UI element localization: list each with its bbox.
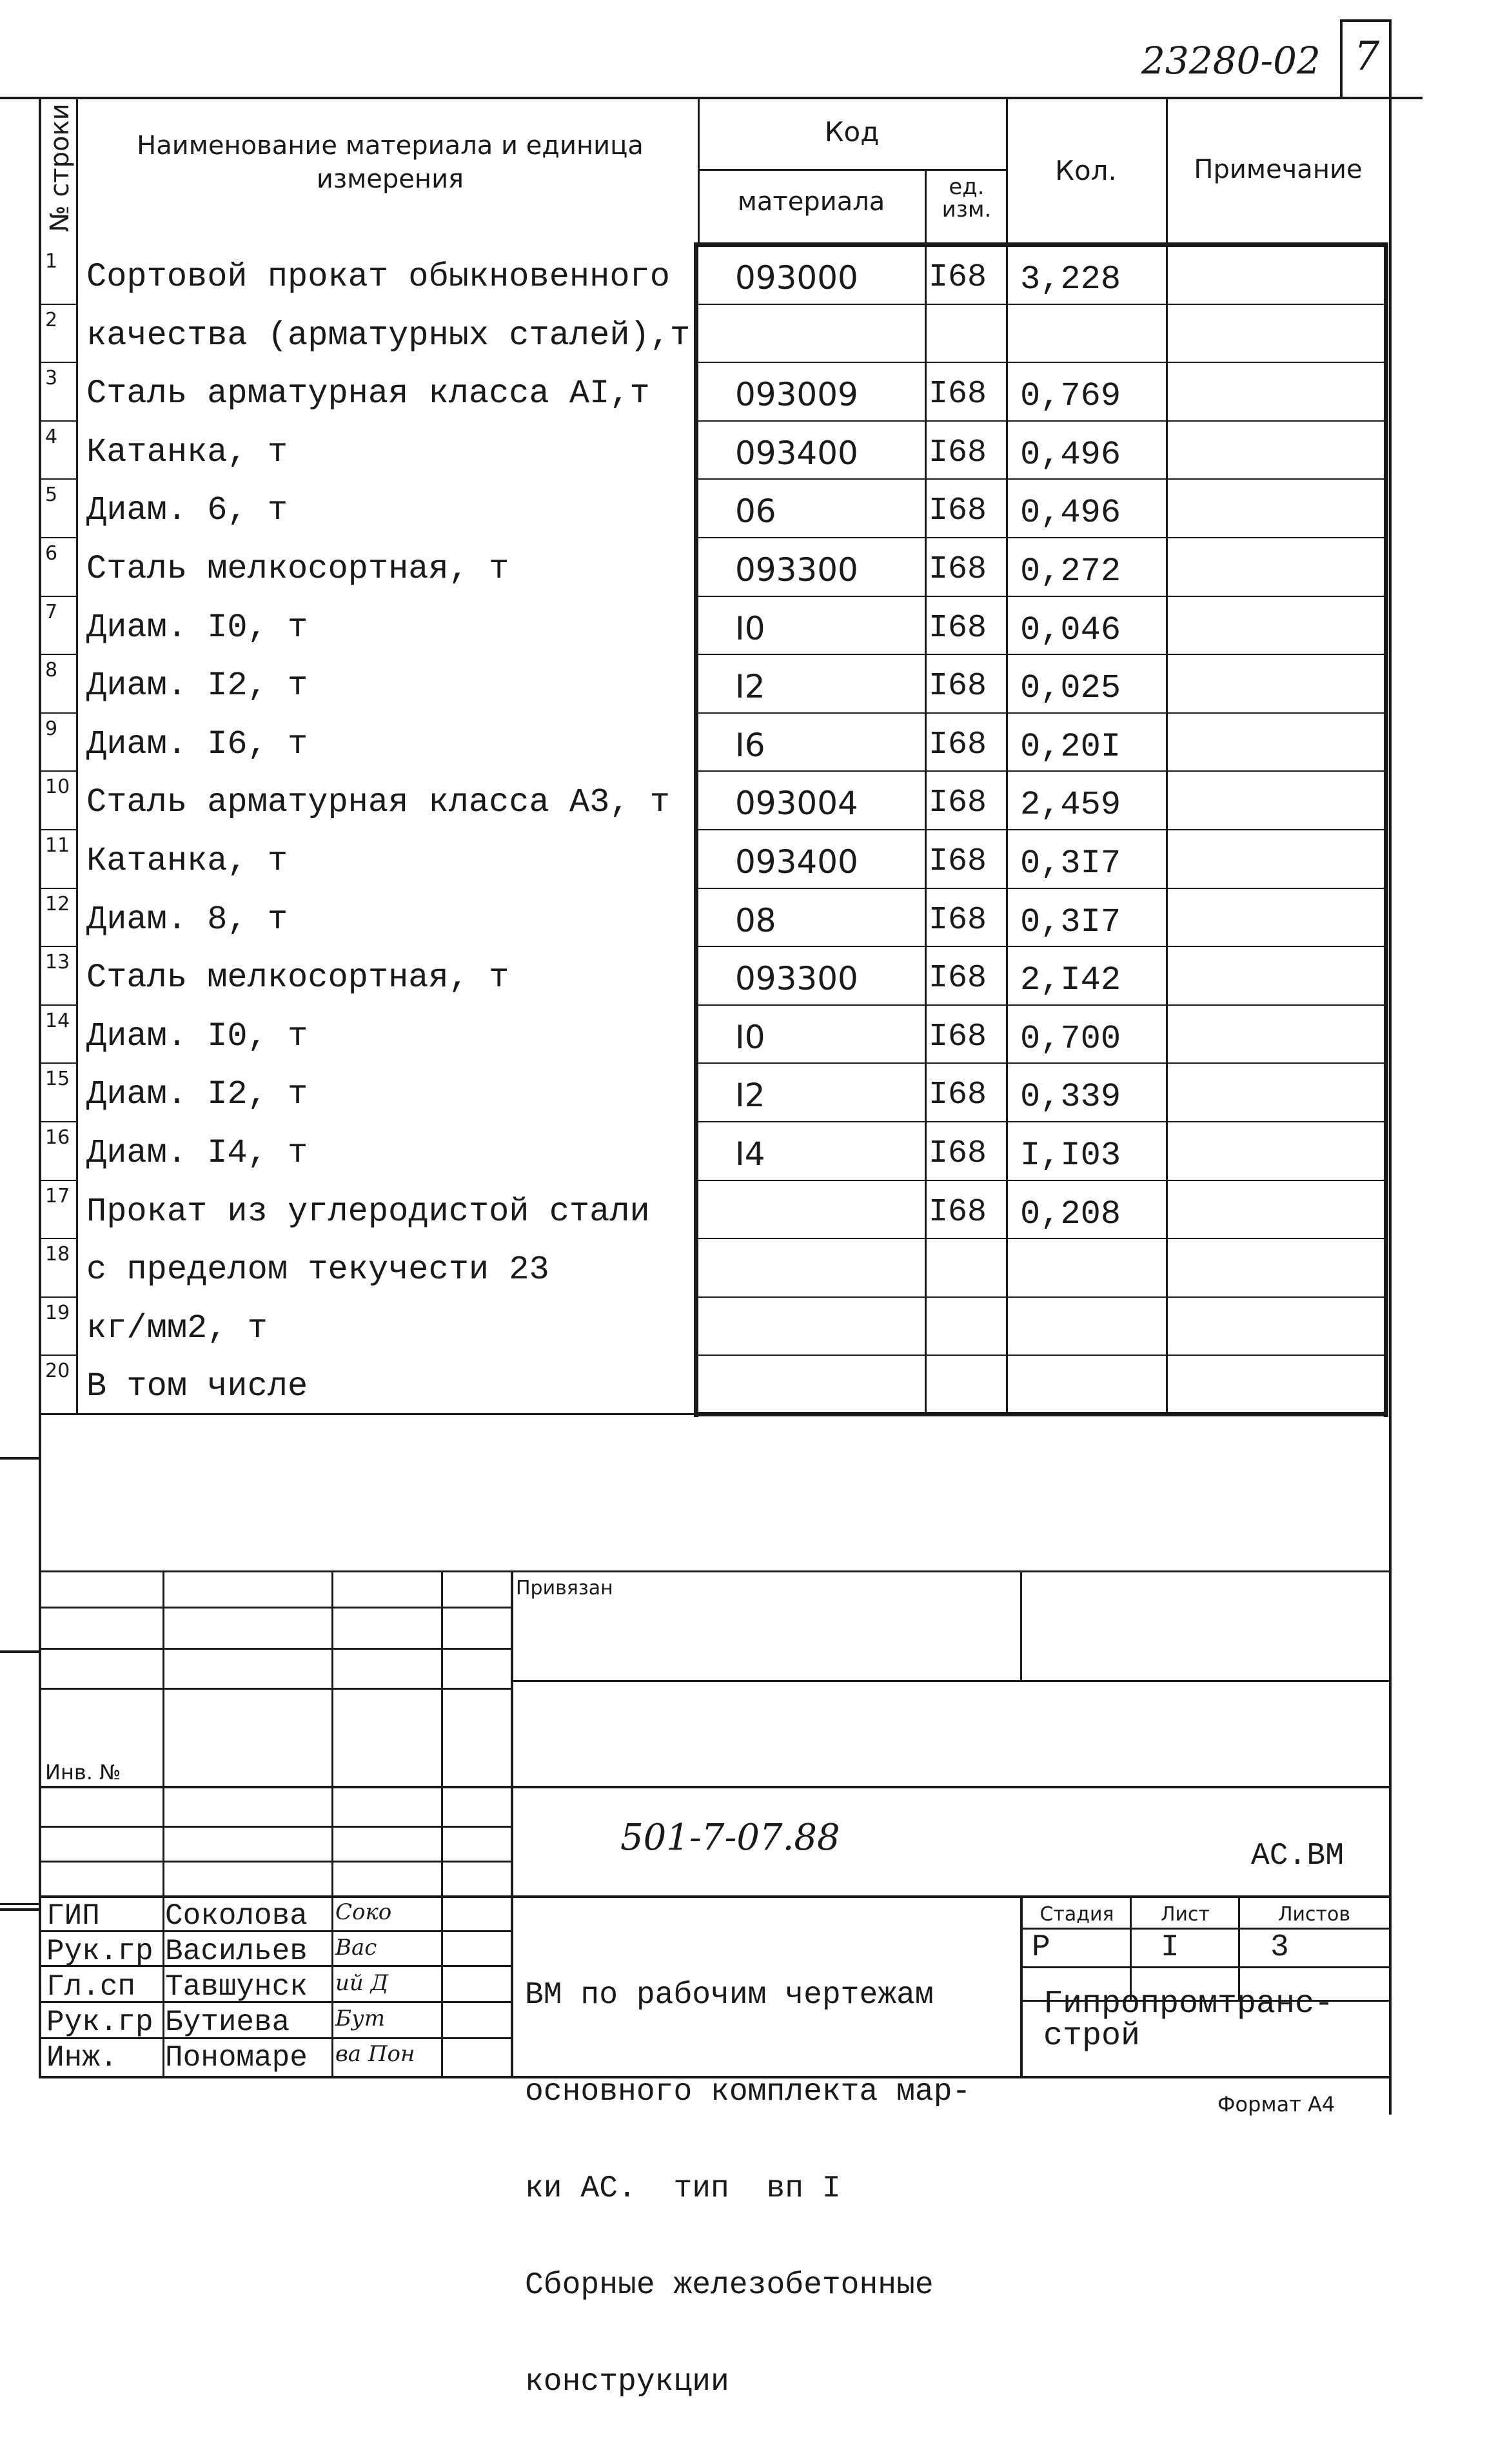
attached-label: Привязан: [516, 1577, 613, 1599]
row-number: 15: [45, 1068, 70, 1091]
staff-name: Тавшунск: [165, 1970, 308, 2004]
staff-role: Гл.сп: [46, 1970, 136, 2004]
staff-signature: ий Д: [335, 1970, 389, 1996]
material-name: Диам. I2, т: [86, 667, 308, 705]
row-divider: [39, 770, 77, 772]
row-number: 8: [45, 659, 58, 682]
left-tick: [0, 1650, 40, 1653]
description-line: основного комплекта мар-: [525, 2075, 971, 2109]
tb-vline-heavy: [511, 1570, 513, 2076]
unit-code: I68: [929, 726, 987, 763]
material-code: I0: [735, 609, 765, 647]
row-divider: [39, 478, 77, 480]
row-number: 18: [45, 1243, 70, 1266]
unit-code: I68: [929, 901, 987, 939]
material-name: Катанка, т: [86, 433, 288, 471]
sheet-value: I: [1161, 1930, 1179, 1965]
quantity: I,I03: [1020, 1137, 1121, 1175]
tb-vline: [441, 1570, 443, 2076]
material-code: 093004: [735, 785, 858, 823]
staff-signature: ва Пон: [335, 2041, 415, 2067]
unit-code: I68: [929, 259, 987, 296]
row-divider: [698, 1121, 1386, 1122]
unit-code: I68: [929, 376, 987, 413]
row-number: 4: [45, 425, 58, 448]
row-number: 11: [45, 834, 70, 857]
tb-vline: [1020, 1570, 1022, 1680]
staff-signature: Бут: [335, 2006, 385, 2031]
quantity: 0,700: [1020, 1019, 1121, 1058]
material-code: I2: [735, 668, 765, 706]
row-divider: [39, 829, 77, 830]
row-number: 10: [45, 776, 70, 799]
row-number: 12: [45, 892, 70, 915]
code-header: Код: [824, 116, 880, 148]
tb-line: [0, 1903, 40, 1905]
material-name: кг/мм2, т: [86, 1309, 268, 1347]
material-code: 093000: [735, 259, 858, 297]
row-divider: [39, 1180, 77, 1181]
drawing-description: [525, 1915, 970, 2463]
unit-code: I68: [929, 434, 987, 471]
tb-line: [1020, 1966, 1389, 1968]
row-number: 14: [45, 1009, 70, 1032]
unit-code: I68: [929, 1135, 987, 1172]
material-name: Сталь мелкосортная, т: [86, 550, 509, 588]
material-name: качества (арматурных сталей),т: [86, 316, 691, 355]
body-bottom-border: [694, 1412, 1388, 1416]
left-tick: [0, 1457, 40, 1460]
material-code: 08: [735, 901, 776, 939]
unit-code: I68: [929, 1018, 987, 1055]
row-divider: [698, 420, 1386, 422]
qty-header: Кол.: [1055, 155, 1117, 186]
unit-code: I68: [929, 551, 987, 588]
quantity: 2,I42: [1020, 961, 1121, 1000]
staff-role: Рук.гр: [46, 2006, 153, 2039]
material-code: 093400: [735, 843, 858, 881]
unit-code: I68: [929, 843, 987, 880]
row-divider: [698, 1296, 1386, 1298]
row-divider: [39, 1004, 77, 1006]
row-divider: [39, 654, 77, 655]
quantity: 0,3I7: [1020, 845, 1121, 883]
organization-line2: строй: [1043, 2018, 1141, 2055]
material-code: 093300: [735, 551, 858, 589]
material-code: I4: [735, 1135, 765, 1173]
tb-line: [39, 1688, 511, 1690]
sheets-value: 3: [1270, 1930, 1289, 1965]
row-divider: [698, 304, 1386, 305]
material-code: 093009: [735, 376, 858, 414]
row-divider: [698, 537, 1386, 538]
unit-code: I68: [929, 960, 987, 997]
row-number: 19: [45, 1301, 70, 1324]
col-line-number: [76, 97, 78, 1415]
unit-code: I68: [929, 785, 987, 822]
unit-code: I68: [929, 668, 987, 705]
inventory-label: Инв. №: [45, 1760, 121, 1784]
row-divider: [39, 1121, 77, 1122]
row-number: 7: [45, 600, 58, 623]
frame-left-line: [39, 97, 41, 2076]
quantity: 0,496: [1020, 435, 1121, 474]
sheets-label: Листов: [1277, 1903, 1351, 1926]
quantity: 2,459: [1020, 786, 1121, 825]
code-subheader-line: [698, 169, 1006, 171]
unit-code: I68: [929, 493, 987, 530]
row-divider: [698, 596, 1386, 597]
row-number: 16: [45, 1126, 70, 1149]
drawing-code: 501-7-07.88: [620, 1817, 840, 1859]
row-number: 6: [45, 542, 58, 565]
staff-name: Бутиева: [165, 2006, 290, 2039]
material-name: Сортовой прокат обыкновенного: [86, 258, 670, 296]
row-number: 17: [45, 1184, 70, 1208]
material-code: 093300: [735, 960, 858, 998]
quantity: 0,769: [1020, 377, 1121, 416]
name-header: Наименование материала и единица измерения: [137, 131, 644, 194]
row-divider: [698, 888, 1386, 889]
page-number: 7: [1354, 32, 1380, 79]
material-name: Диам. I0, т: [86, 608, 308, 647]
row-number: 3: [45, 367, 58, 390]
row-number: 9: [45, 717, 58, 740]
material-name: Диам. I2, т: [86, 1075, 308, 1114]
quantity: 0,272: [1020, 552, 1121, 591]
tb-line: [39, 1861, 511, 1863]
unit-code: I68: [929, 1077, 987, 1114]
row-divider: [698, 1180, 1386, 1181]
row-divider: [39, 712, 77, 714]
staff-name: Соколова: [165, 1899, 308, 1933]
staff-name: Пономаре: [165, 2041, 308, 2075]
material-code: I2: [735, 1077, 765, 1115]
description-line: ВМ по рабочим чертежам: [525, 1978, 934, 2013]
tb-vline: [1020, 1895, 1023, 2076]
material-name: Диам. I0, т: [86, 1017, 308, 1055]
row-divider: [698, 1062, 1386, 1064]
frame-right-line: [1389, 19, 1392, 2115]
drawing-mark: АС.ВМ: [1251, 1839, 1344, 1873]
col-line-material-header: [925, 169, 927, 245]
row-divider: [39, 1354, 77, 1356]
material-name: Диам. 8, т: [86, 900, 288, 939]
row-divider: [39, 1296, 77, 1298]
row-divider: [698, 1354, 1386, 1356]
row-divider: [39, 362, 77, 363]
row-divider: [39, 1062, 77, 1064]
quantity: 0,496: [1020, 494, 1121, 533]
row-number: 13: [45, 951, 70, 974]
tb-line: [39, 1607, 511, 1608]
row-divider: [698, 1004, 1386, 1006]
material-code-header: материала: [737, 187, 885, 217]
description-line: ки АС. тип вп I: [525, 2171, 841, 2206]
material-name: Катанка, т: [86, 842, 288, 880]
staff-signature: Соко: [335, 1899, 392, 1925]
stage-label: Стадия: [1039, 1903, 1114, 1926]
body-bottom-left: [39, 1413, 696, 1415]
unit-header-line1: ед.: [949, 174, 985, 200]
tb-line-heavy: [39, 1895, 1389, 1898]
tb-line: [39, 1648, 511, 1650]
tb-line: [39, 1826, 511, 1828]
quantity: 3,228: [1020, 260, 1121, 298]
row-number: 20: [45, 1360, 70, 1383]
staff-role: Инж.: [46, 2041, 118, 2075]
quantity: 0,025: [1020, 669, 1121, 708]
organization-line1: Гипропромтранс-: [1043, 1986, 1334, 2022]
description-line: конструкции: [525, 2365, 729, 2400]
note-header: Примечание: [1194, 155, 1363, 184]
material-code: 093400: [735, 434, 858, 472]
left-tick: [0, 1908, 40, 1911]
row-number: 1: [45, 250, 58, 273]
material-name: с пределом текучести 23: [86, 1251, 549, 1289]
staff-role: Рук.гр: [46, 1935, 153, 1968]
row-divider: [698, 362, 1386, 363]
tb-line: [39, 1570, 1389, 1572]
quantity: 0,3I7: [1020, 903, 1121, 941]
quantity: 0,208: [1020, 1195, 1121, 1233]
tb-vline: [162, 1570, 164, 2076]
material-name: Диам. I4, т: [86, 1134, 308, 1172]
material-name: Сталь мелкосортная, т: [86, 959, 509, 997]
row-divider: [39, 537, 77, 538]
row-divider: [698, 946, 1386, 947]
row-divider: [698, 478, 1386, 480]
tb-line-heavy: [39, 1786, 1389, 1788]
description-line: Сборные железобетонные: [525, 2268, 934, 2303]
tb-vline: [1238, 1895, 1240, 2000]
row-divider: [698, 1238, 1386, 1239]
body-top-border: [694, 242, 1388, 247]
staff-name: Васильев: [165, 1935, 308, 1968]
row-divider: [39, 888, 77, 889]
unit-code: I68: [929, 1193, 987, 1231]
sheet-label: Лист: [1160, 1903, 1210, 1926]
quantity: 0,046: [1020, 611, 1121, 649]
tb-line: [511, 1680, 1389, 1682]
quantity: 0,20I: [1020, 727, 1121, 766]
tb-vline: [1130, 1895, 1132, 2000]
material-code: 06: [735, 493, 776, 531]
row-divider: [39, 420, 77, 422]
row-divider: [39, 946, 77, 947]
material-code: I6: [735, 726, 765, 764]
tb-vline: [331, 1570, 333, 2076]
row-number-header: № строки: [45, 103, 75, 232]
row-number: 5: [45, 484, 58, 507]
unit-header-line2: изм.: [941, 197, 992, 222]
material-name: Прокат из углеродистой стали: [86, 1192, 650, 1231]
frame-top-line: [0, 97, 1423, 99]
stamp-top: [1340, 19, 1392, 22]
row-divider: [39, 304, 77, 305]
row-divider: [698, 770, 1386, 772]
row-divider: [698, 712, 1386, 714]
tb-line: [1020, 1928, 1389, 1930]
material-name: Диам. I6, т: [86, 725, 308, 763]
stage-value: Р: [1032, 1930, 1050, 1965]
row-divider: [698, 829, 1386, 830]
document-number: 23280-02: [1141, 39, 1321, 83]
format-label: Формат А4: [1217, 2092, 1335, 2117]
staff-signature: Вас: [335, 1935, 377, 1960]
staff-role: ГИП: [46, 1899, 100, 1933]
material-name: Сталь арматурная класса АI,т: [86, 375, 650, 413]
row-divider: [39, 596, 77, 597]
unit-code: I68: [929, 609, 987, 647]
row-number: 2: [45, 308, 58, 331]
material-name: Диам. 6, т: [86, 491, 288, 530]
material-code: I0: [735, 1018, 765, 1056]
row-divider: [39, 1238, 77, 1239]
stamp-divider: [1340, 19, 1343, 98]
quantity: 0,339: [1020, 1078, 1121, 1117]
material-name: В том числе: [86, 1367, 308, 1406]
row-divider: [698, 654, 1386, 655]
material-name: Сталь арматурная класса А3, т: [86, 783, 670, 822]
